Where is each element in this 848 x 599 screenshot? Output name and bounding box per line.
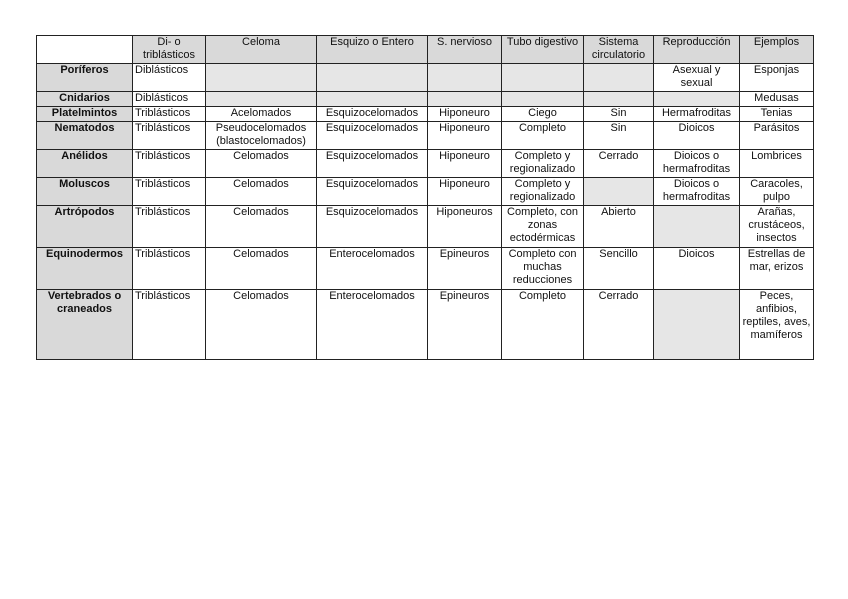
table-row [37,64,814,92]
cell-esquizo-entero: Esquizocelomados [317,122,428,150]
cell-layers: Triblásticos [133,107,206,122]
row-label: Cnidarios [37,92,133,107]
cell-nervous-system: Hiponeuro [428,150,502,178]
header-circulatory-system: Sistema circulatorio [584,36,654,64]
table-row [37,290,814,360]
cell-reproduction [654,206,740,248]
cell-examples: Esponjas [740,64,814,92]
cell-nervous-system: Hiponeuros [428,206,502,248]
row-label: Artrópodos [37,206,133,248]
cell-layers: Diblásticos [133,92,206,107]
cell-digestive-tube: Completo [502,290,584,360]
cell-layers: Diblásticos [133,64,206,92]
table-row [37,206,814,248]
cell-reproduction: Dioicos o hermafroditas [654,150,740,178]
table-row [37,92,814,107]
cell-celoma: Celomados [206,150,317,178]
cell-circulatory-system: Sencillo [584,248,654,290]
cell-reproduction: Hermafroditas [654,107,740,122]
cell-digestive-tube: Completo [502,122,584,150]
cell-layers: Triblásticos [133,206,206,248]
cell-circulatory-system [584,92,654,107]
cell-esquizo-entero: Enterocelomados [317,248,428,290]
cell-esquizo-entero: Esquizocelomados [317,107,428,122]
cell-celoma: Celomados [206,206,317,248]
cell-digestive-tube: Completo con muchas reducciones [502,248,584,290]
cell-nervous-system [428,92,502,107]
cell-nervous-system [428,64,502,92]
header-digestive-tube: Tubo digestivo [502,36,584,64]
cell-nervous-system: Hiponeuro [428,178,502,206]
header-layers: Di- o triblásticos [133,36,206,64]
cell-examples: Parásitos [740,122,814,150]
cell-esquizo-entero [317,92,428,107]
cell-nervous-system: Epineuros [428,290,502,360]
cell-digestive-tube [502,64,584,92]
cell-examples: Estrellas de mar, erizos [740,248,814,290]
cell-digestive-tube: Completo y regionalizado [502,150,584,178]
row-label: Moluscos [37,178,133,206]
row-label: Poríferos [37,64,133,92]
cell-circulatory-system [584,64,654,92]
cell-reproduction [654,92,740,107]
cell-reproduction: Dioicos [654,248,740,290]
cell-celoma: Acelomados [206,107,317,122]
cell-examples: Lombrices [740,150,814,178]
cell-examples: Caracoles, pulpo [740,178,814,206]
cell-layers: Triblásticos [133,150,206,178]
cell-circulatory-system: Sin [584,107,654,122]
cell-examples: Arañas, crustáceos, insectos [740,206,814,248]
header-celoma: Celoma [206,36,317,64]
cell-layers: Triblásticos [133,248,206,290]
cell-celoma: Pseudocelomados (blastocelomados) [206,122,317,150]
cell-examples: Tenias [740,107,814,122]
header-examples: Ejemplos [740,36,814,64]
table-row [37,150,814,178]
cell-circulatory-system: Cerrado [584,150,654,178]
cell-digestive-tube: Completo y regionalizado [502,178,584,206]
cell-esquizo-entero: Esquizocelomados [317,150,428,178]
table-row [37,178,814,206]
cell-celoma: Celomados [206,178,317,206]
cell-esquizo-entero: Esquizocelomados [317,178,428,206]
cell-reproduction: Dioicos [654,122,740,150]
cell-digestive-tube [502,92,584,107]
cell-reproduction: Dioicos o hermafroditas [654,178,740,206]
cell-examples: Medusas [740,92,814,107]
table-row [37,248,814,290]
header-esquizo-entero: Esquizo o Entero [317,36,428,64]
cell-layers: Triblásticos [133,178,206,206]
row-label: Equinodermos [37,248,133,290]
cell-nervous-system: Epineuros [428,248,502,290]
cell-layers: Triblásticos [133,290,206,360]
cell-reproduction: Asexual y sexual [654,64,740,92]
cell-examples: Peces, anfibios, reptiles, aves, mamíferos [740,290,814,360]
cell-digestive-tube: Ciego [502,107,584,122]
taxonomy-table [36,35,814,360]
cell-esquizo-entero: Esquizocelomados [317,206,428,248]
cell-esquizo-entero [317,64,428,92]
row-label: Platelmintos [37,107,133,122]
cell-reproduction [654,290,740,360]
cell-circulatory-system: Cerrado [584,290,654,360]
header-row [37,36,814,64]
row-label: Anélidos [37,150,133,178]
cell-celoma: Celomados [206,290,317,360]
cell-celoma [206,92,317,107]
cell-circulatory-system: Abierto [584,206,654,248]
cell-nervous-system: Hiponeuro [428,107,502,122]
row-label: Nematodos [37,122,133,150]
cell-nervous-system: Hiponeuro [428,122,502,150]
table-row [37,122,814,150]
table-row [37,107,814,122]
cell-esquizo-entero: Enterocelomados [317,290,428,360]
cell-celoma: Celomados [206,248,317,290]
header-nervous-system: S. nervioso [428,36,502,64]
header-corner [37,36,133,64]
cell-digestive-tube: Completo, con zonas ectodérmicas [502,206,584,248]
cell-circulatory-system [584,178,654,206]
cell-celoma [206,64,317,92]
row-label: Vertebrados o craneados [37,290,133,360]
cell-circulatory-system: Sin [584,122,654,150]
header-reproduction: Reproducción [654,36,740,64]
cell-layers: Triblásticos [133,122,206,150]
